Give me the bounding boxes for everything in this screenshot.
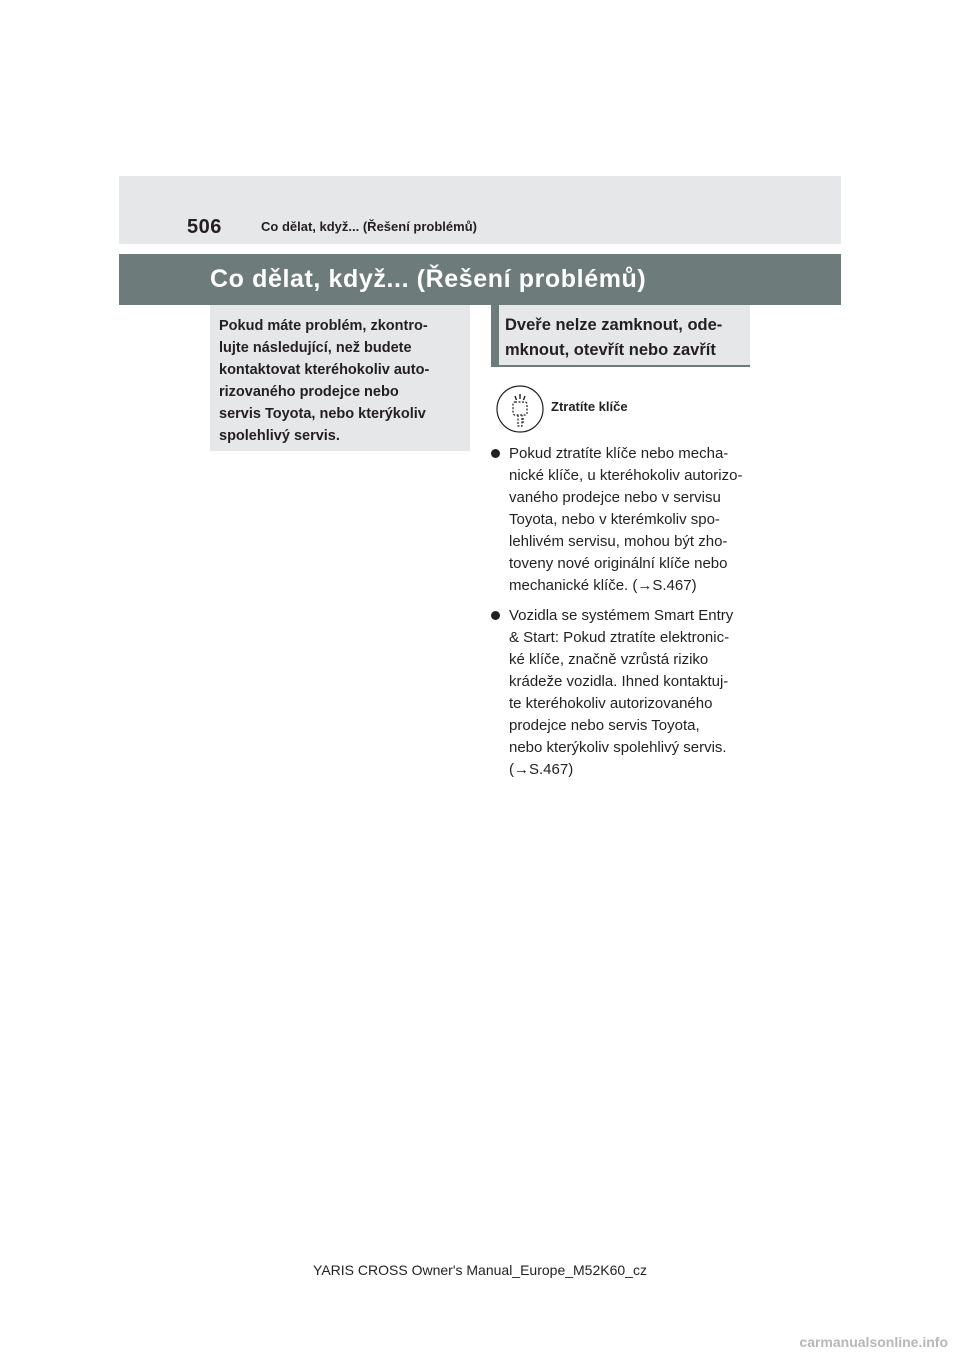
intro-line: spolehlivý servis. xyxy=(219,428,340,444)
bullet-line: vaného prodejce nebo v servisu xyxy=(509,489,721,506)
intro-box xyxy=(210,305,470,451)
bullet-list xyxy=(491,443,753,789)
intro-line: servis Toyota, nebo kterýkoliv xyxy=(219,406,426,422)
bullet-line: te kteréhokoliv autorizovaného xyxy=(509,695,713,712)
page-title: Co dělat, když... (Řešení problémů) xyxy=(210,265,647,293)
section-heading xyxy=(491,305,750,367)
subsection-heading: Ztratíte klíče xyxy=(551,399,628,414)
bullet-line: Pokud ztratíte klíče nebo mecha- xyxy=(509,445,729,462)
intro-line: rizovaného prodejce nebo xyxy=(219,384,399,400)
footer-manual-id: YARIS CROSS Owner's Manual_Europe_M52K60_cz xyxy=(313,1262,647,1278)
bullet-dot-icon xyxy=(491,611,500,620)
bullet-line: Toyota, nebo v kterémkoliv spo- xyxy=(509,511,720,528)
bullet-item xyxy=(491,443,753,597)
bullet-line: mechanické klíče. (→S.467) xyxy=(509,577,697,594)
bullet-line: ké klíče, značně vzrůstá riziko xyxy=(509,651,709,668)
bullet-line: prodejce nebo servis Toyota, xyxy=(509,717,700,734)
section-heading-line: Dveře nelze zamknout, ode- xyxy=(505,316,723,334)
page-number: 506 xyxy=(187,216,222,238)
bullet-line: toveny nové originální klíče nebo xyxy=(509,555,728,572)
running-title: Co dělat, když... (Řešení problémů) xyxy=(261,219,477,234)
intro-line: kontaktovat kteréhokoliv auto- xyxy=(219,362,430,378)
bullet-line: & Start: Pokud ztratíte elektronic- xyxy=(509,629,730,646)
bullet-line: Vozidla se systémem Smart Entry xyxy=(509,607,734,624)
bullet-item xyxy=(491,605,753,781)
header-band xyxy=(119,176,841,244)
bullet-line: lehlivém servisu, mohou být zho- xyxy=(509,533,728,550)
key-icon xyxy=(496,385,544,433)
watermark: carmanualsonline.info xyxy=(799,1334,948,1350)
intro-line: Pokud máte problém, zkontro- xyxy=(219,318,428,334)
bullet-line: (→S.467) xyxy=(509,761,574,778)
bullet-line: nebo kterýkoliv spolehlivý servis. xyxy=(509,739,727,756)
intro-line: lujte následující, než budete xyxy=(219,340,412,356)
bullet-dot-icon xyxy=(491,449,500,458)
section-heading-line: mknout, otevřít nebo zavřít xyxy=(505,341,716,359)
bullet-line: nické klíče, u kteréhokoliv autorizo- xyxy=(509,467,743,484)
bullet-line: krádeže vozidla. Ihned kontaktuj- xyxy=(509,673,729,690)
